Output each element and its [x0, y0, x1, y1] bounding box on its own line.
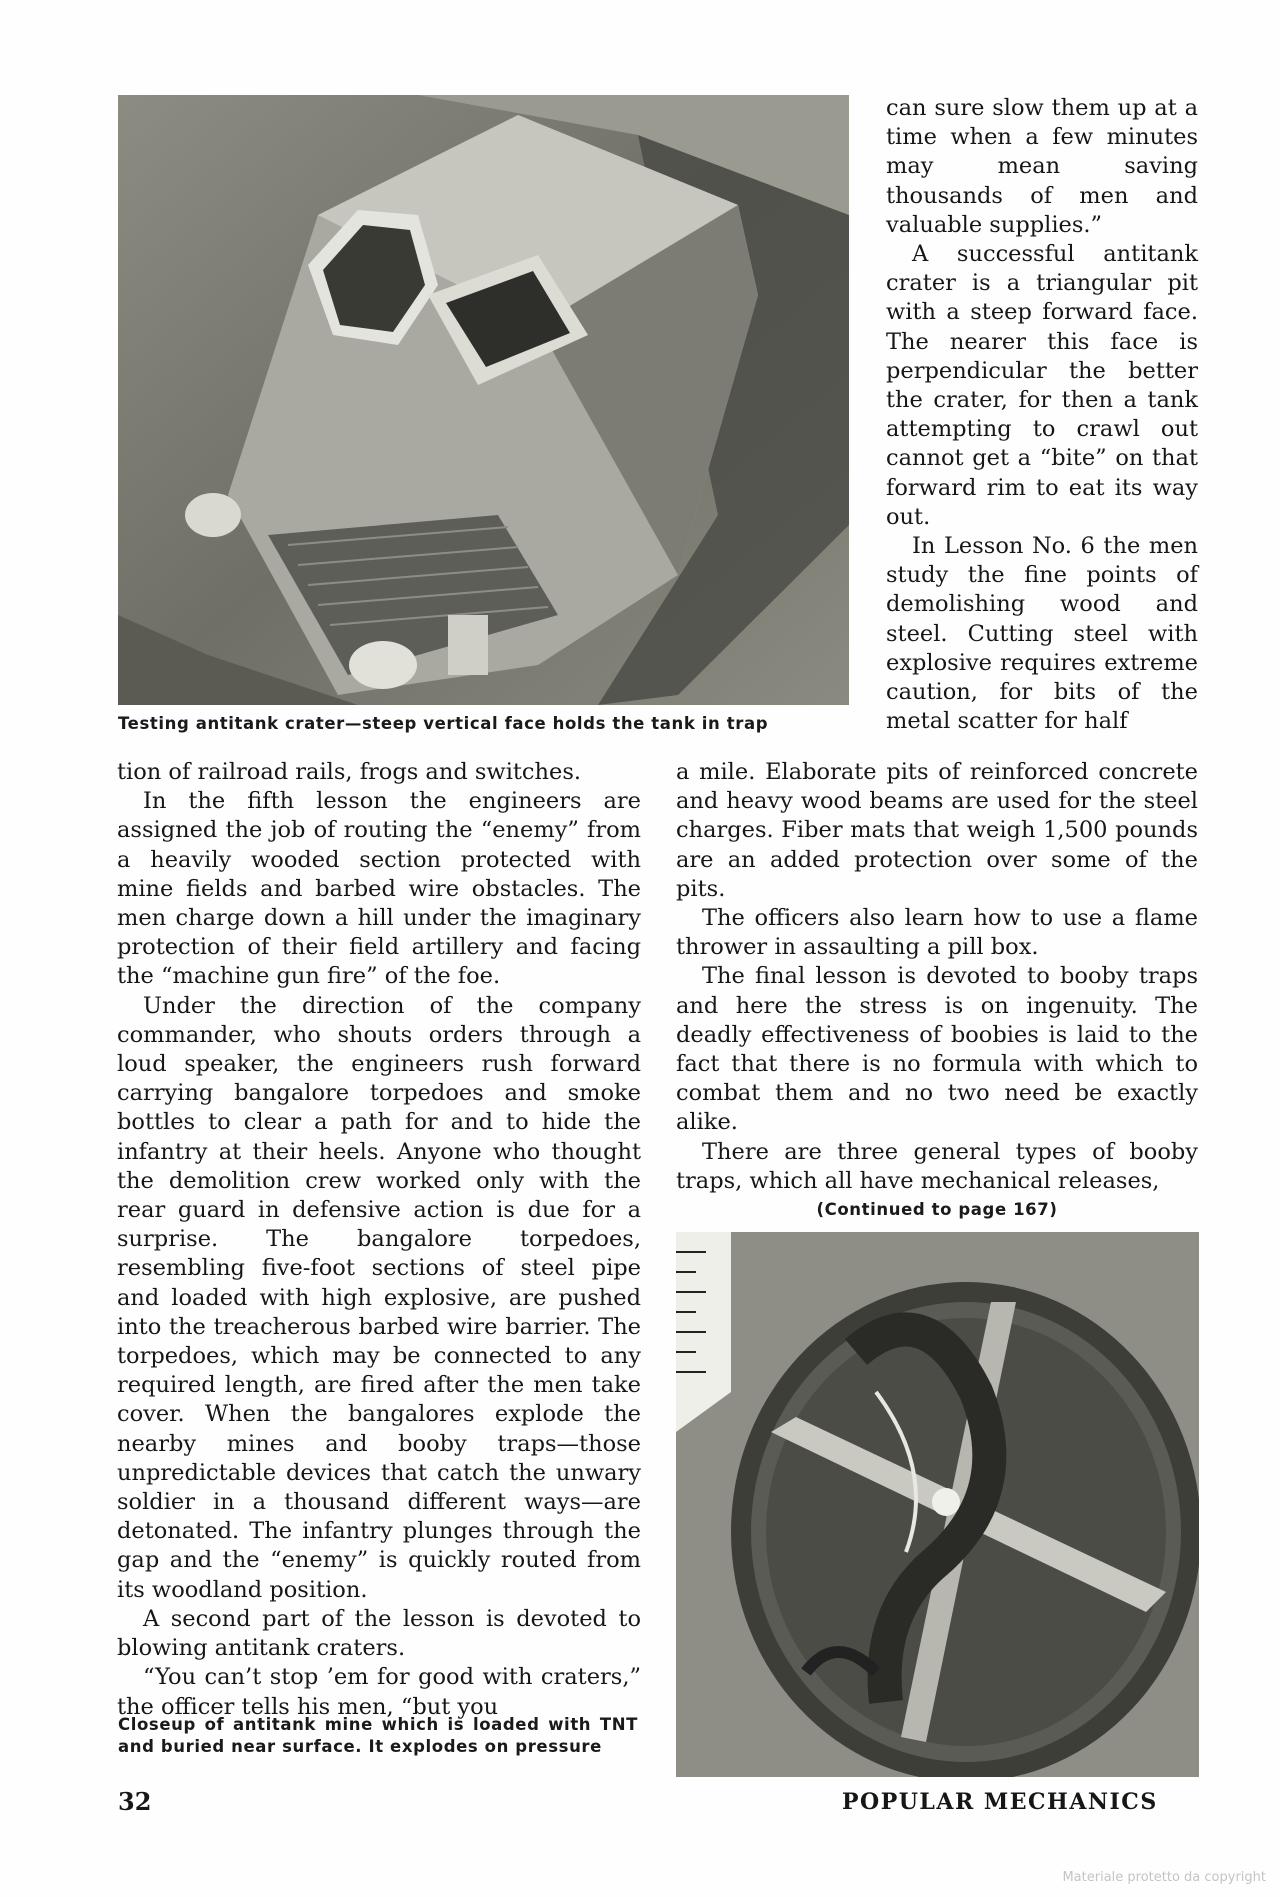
paragraph: The officers also learn how to use a flame thrower in assaulting a pill box. [676, 905, 1198, 961]
paragraph: A successful antitank crater is a triangular pit with a steep forward face. The nearer this face is perpendicular the better the crater, for then a tank attempting to crawl out cannot get a “bite” on that forward rim to eat its way out. [886, 241, 1198, 530]
left-column-text [117, 758, 641, 1722]
paragraph: tion of railroad rails, frogs and switches. [117, 759, 582, 785]
paragraph: “You can’t stop ’em for good with craters,” the officer tells his men, “but you [117, 1664, 641, 1720]
paragraph: can sure slow them up at a time when a few minutes may mean saving thousands of men and valuable supplies.” [886, 95, 1198, 238]
right-column-mid-text [676, 758, 1198, 1196]
paragraph: There are three general types of booby traps, which all have mechanical releases, [676, 1138, 1198, 1194]
copyright-watermark: Materiale protetto da copyright [1062, 1870, 1266, 1885]
continued-note: (Continued to page 167) [816, 1200, 1058, 1219]
magazine-title: POPULAR MECHANICS [842, 1789, 1158, 1815]
paragraph: Under the direction of the company commander, who shouts orders through a loud speaker, the engineers rush forward carrying bangalore torpedoes and smoke bottles to clear a path for and to hide the infantry at their heels. Anyone who thought the demolition crew worked only with the rear guard in defensive action is due for a surprise. The bangalore torpedoes, resembling five-foot sections of steel pipe and loaded with high explosive, are pushed into the treacherous barbed wire barrier. The torpedoes, which may be connected to any required length, are fired after the men take cover. When the bangalores explode the nearby mines and booby traps—those unpredictable devices that catch the unwary soldier in a thousand different ways—are detonated. The infantry plunges through the gap and the “enemy” is quickly routed from its woodland position. [117, 992, 641, 1603]
paragraph: In Lesson No. 6 the men study the fine points of demolishing wood and steel. Cutting steel with explosive requires extreme caution, for bits of the metal scatter for half [886, 533, 1198, 735]
paragraph: A second part of the lesson is devoted to blowing antitank craters. [117, 1605, 641, 1662]
page-number: 32 [118, 1787, 152, 1816]
bottom-photo-caption: Closeup of antitank mine which is loaded with TNT and buried near surface. It explodes on pressure [118, 1715, 638, 1756]
paragraph: a mile. Elaborate pits of reinforced concrete and heavy wood beams are used for the steel charges. Fiber mats that weigh 1,500 pounds are an added protection over some of the pits. [676, 759, 1198, 902]
antitank-mine-photo [676, 1232, 1199, 1777]
right-column-top-text [886, 94, 1198, 736]
paragraph: The final lesson is devoted to booby traps and here the stress is on ingenuity. The deadly effectiveness of boobies is laid to the fact that there is no formula with which to combat them and no two need be exactly alike. [676, 963, 1198, 1136]
tank-crater-photo [118, 95, 849, 705]
top-photo-caption: Testing antitank crater—steep vertical face holds the tank in trap [118, 714, 769, 733]
paragraph: In the fifth lesson the engineers are assigned the job of routing the “enemy” from a heavily wooded section protected with mine fields and barbed wire obstacles. The men charge down a hill under the imaginary protection of their field artillery and facing the “machine gun fire” of the foe. [117, 788, 641, 990]
